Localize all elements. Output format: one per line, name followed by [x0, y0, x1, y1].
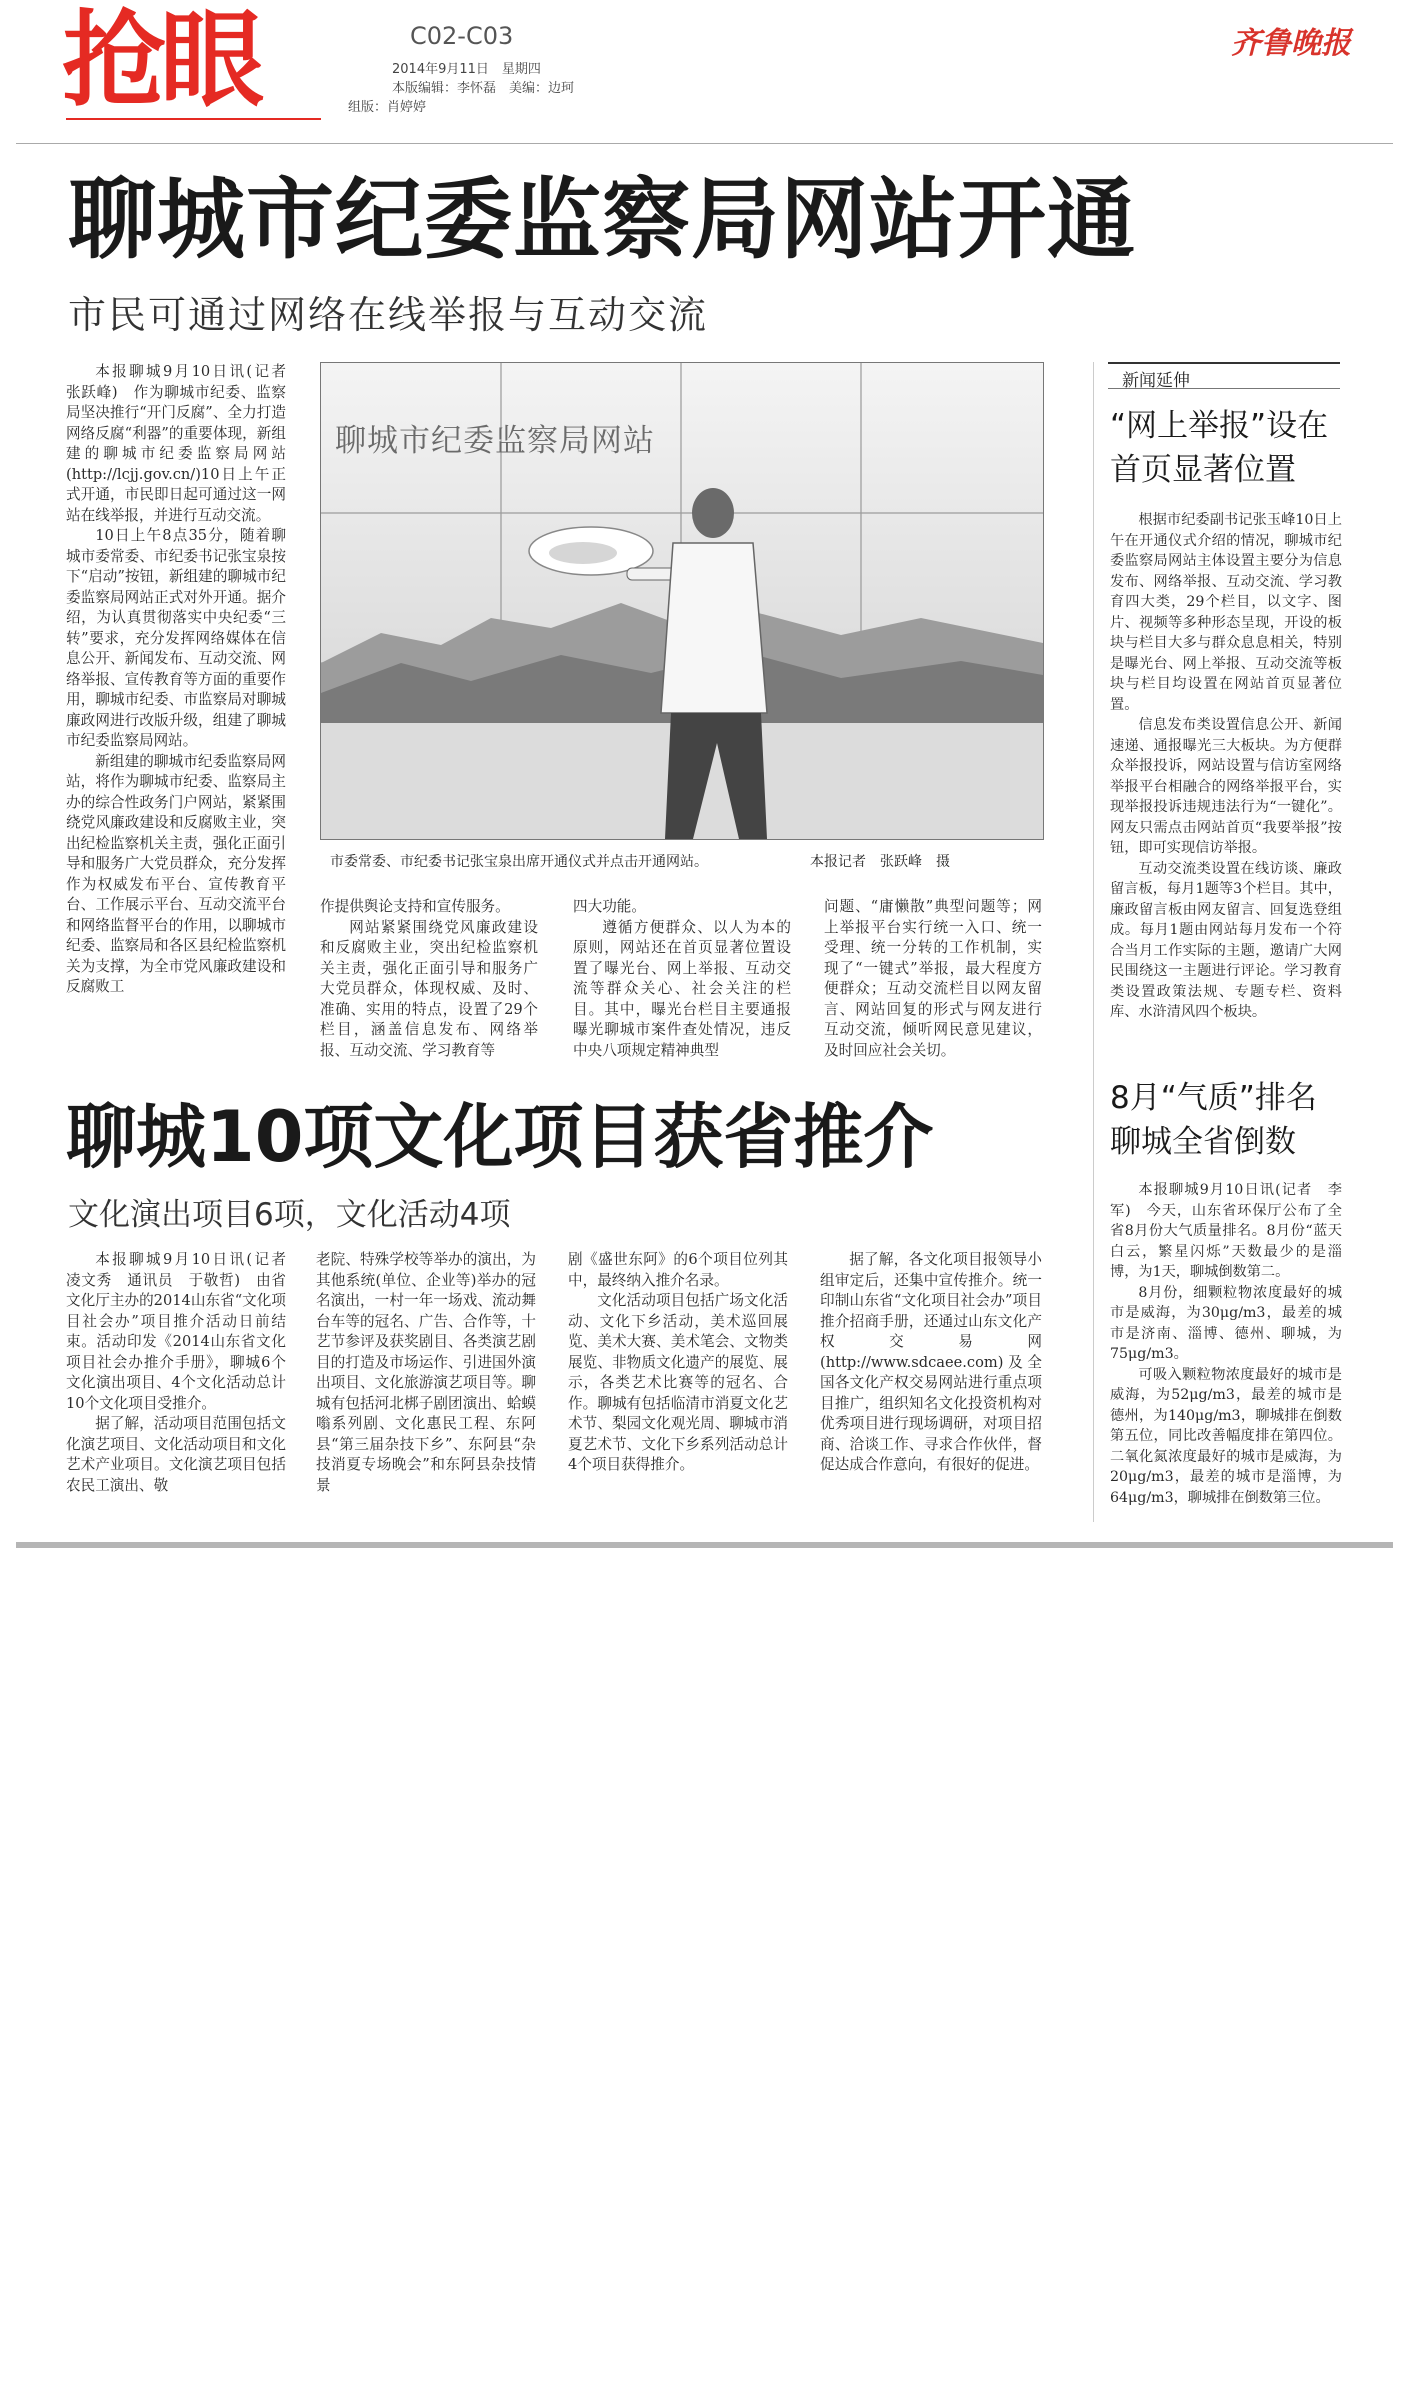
article2-column-1: [66, 1250, 301, 1530]
ceremony-photo: [320, 362, 1044, 840]
header-rule: [16, 143, 1393, 144]
sidebar-story2-headline-line1: 8月“气质”排名: [1110, 1080, 1317, 1116]
article1-col2-para-1: 作提供舆论支持和宣传服务。: [320, 898, 510, 915]
article2-col1-para-2: 据了解，活动项目范围包括文化演艺项目、文化活动项目和文化艺术产业项目。文化演艺项目包括农民工演出、敬: [66, 1415, 286, 1494]
layout-credit: 组版：肖婷婷: [348, 100, 427, 115]
sidebar-divider: [1093, 362, 1094, 1522]
article2-col1-para-1: 本报聊城9月10日讯(记者 凌文秀 通讯员 于敬哲) 由省文化厅主办的2014山东省“文化项目社会办”项目推介活动日前结束。活动印发《2014山东省文化项目社会办推介手册》，聊城6个文化演出项目、4个文化活动总计10个文化项目受推介。: [66, 1251, 301, 1412]
article1-col4-para-1: 问题、“庸懒散”典型问题等；网上举报平台实行统一入口、统一受理、统一分转的工作机制，实现了“一键式”举报，最大程度方便群众；互动交流栏目以网友留言、网站回复的形式与网友进行互动交流，倾听网民意见建议，及时回应社会关切。: [824, 898, 1042, 1059]
article2-headline: 聊城10项文化项目获省推介: [66, 1096, 934, 1178]
editor-credit: 本版编辑：李怀磊 美编：边珂: [392, 81, 575, 96]
article1-column-2: [320, 897, 538, 1074]
article2-subheadline: 文化演出项目6项，文化活动4项: [68, 1197, 511, 1233]
article1-col1-para-2: 10日上午8点35分，随着聊城市委常委、市纪委书记张宝泉按下“启动”按钮，新组建的聊城市纪委监察局网站正式对外开通。据介绍，为认真贯彻落实中央纪委“三转”要求，充分发挥网络媒体在信息公开、新闻发布、互动交流、网络举报、宣传教育等方面的重要作用，聊城市纪委、市监察局对聊城廉政网进行改版升级，组建了聊城市纪委监察局网站。: [66, 527, 286, 749]
article1-column-3: [573, 897, 791, 1074]
photo-caption: [330, 851, 1050, 871]
section-masthead: 抢眼: [62, 0, 259, 121]
sidebar-tag: [1108, 362, 1340, 389]
sidebar-story1-headline-line1: “网上举报”设在: [1110, 408, 1329, 444]
article2-col4-para-1: 据了解，各文化项目报领导小组审定后，还集中宣传推介。统一印制山东省“文化项目社会办”项目推介招商手册，还通过山东文化产权交易网(http://www.sdcaee.com)及全国各文化产权交易网站进行重点项目推广，组织知名文化投资机构对优秀项目进行现场调研，对项目招商、洽谈工作、寻求合作伙伴，督促达成合作意向，有很好的促进。: [820, 1251, 1042, 1473]
article1-column-1: [66, 362, 301, 1074]
issue-date: 2014年9月11日 星期四: [392, 62, 541, 77]
sidebar-story2-para-1: 本报聊城9月10日讯(记者 李军) 今天，山东省环保厅公布了全省8月份大气质量排名。8月份“蓝天白云，繁星闪烁”天数最少的是淄博，为1天，聊城倒数第二。: [1110, 1182, 1342, 1280]
article1-col1-para-3: 新组建的聊城市纪委监察局网站，将作为聊城市纪委、监察局主办的综合性政务门户网站，紧紧围绕党风廉政建设和反腐败主业，突出纪检监察机关主责，强化正面引导和服务广大党员群众，充分发挥作为权威发布平台、宣传教育平台、工作展示平台、互动交流平台和网络监督平台的作用，以聊城市纪委、监察局和各区县纪检监察机关为支撑，为全市党风廉政建设和反腐败工: [66, 752, 286, 995]
article1-col3-para-1: 四大功能。: [573, 898, 646, 915]
sidebar-story1-headline-line2: 首页显著位置: [1110, 452, 1296, 488]
article2-column-3: [568, 1250, 788, 1530]
article1-subheadline: 市民可通过网络在线举报与互动交流: [68, 293, 709, 337]
article2-col3-para-1: 剧《盛世东阿》的6个项目位列其中，最终纳入推介名录。: [568, 1251, 788, 1289]
sidebar-story1-para-3: 互动交流类设置在线访谈、廉政留言板，每月1题等3个栏目。其中，廉政留言板由网友留言、回复选登组成。每月1题由网站每月发布一个符合当月工作实际的主题，邀请广大网民围绕这一主题进行评论。学习教育类设置政策法规、专题专栏、资料库、水浒清风四个板块。: [1110, 860, 1342, 1020]
article1-headline: 聊城市纪委监察局网站开通: [68, 168, 1137, 271]
sidebar-story2-headline-line2: 聊城全省倒数: [1110, 1124, 1296, 1160]
sidebar-story1-para-1: 根据市纪委副书记张玉峰10日上午在开通仪式介绍的情况，聊城市纪委监察局网站主体设置主要分为信息发布、网络举报、互动交流、学习教育四大类，29个栏目，以文字、图片、视频等多种形态呈现，开设的板块与栏目大多与群众息息相关，特别是曝光台、网上举报、互动交流等板块与栏目均设置在网站首页显著位置。: [1110, 512, 1342, 713]
article1-col3-para-2: 遵循方便群众、以人为本的原则，网站还在首页显著位置设置了曝光台、网上举报、互动交流等群众关心、社会关注的栏目。其中，曝光台栏目主要通报曝光聊城市案件查处情况，违反中央八项规定精神典型: [573, 918, 791, 1059]
sidebar-story2-body: [1110, 1180, 1342, 1530]
article1-col1-para-1: 本报聊城9月10日讯(记者 张跃峰) 作为聊城市纪委、监察局坚决推行“开门反腐”、全力打造网络反腐“利器”的重要体现，新组建的聊城市纪委监察局网站(http://lcjj.gov.cn/)10日上午正式开通，市民即日起可通过这一网站在线举报，并进行互动交流。: [66, 363, 301, 524]
photo-credit: 本报记者 张跃峰 摄: [810, 854, 950, 870]
article2-column-2: [316, 1250, 536, 1530]
article1-column-4: [824, 897, 1042, 1074]
page-bottom-rule: [16, 1542, 1393, 1548]
sidebar-story2-headline: [1110, 1076, 1317, 1164]
sidebar-story1-para-2: 信息发布类设置信息公开、新闻速递、通报曝光三大板块。为方便群众举报投诉，网站设置与信访室网络举报平台相融合的网络举报平台，实现举报投诉违规违法行为“一键化”。网友只需点击网站首页“我要举报”按钮，即可实现信访举报。: [1110, 717, 1342, 856]
masthead-rule: [66, 118, 321, 120]
page-numbers: C02-C03: [410, 22, 514, 50]
sidebar-story1-headline: [1110, 404, 1328, 492]
article2-column-4: [820, 1250, 1042, 1530]
sidebar-story2-para-3: 可吸入颗粒物浓度最好的城市是威海，为52μg/m3，最差的城市是德州，为140μg/m3，聊城排在倒数第五位，同比改善幅度排在第四位。二氧化氮浓度最好的城市是威海，为20μg/m3，最差的城市是淄博，为64μg/m3，聊城排在倒数第三位。: [1110, 1366, 1342, 1506]
article2-col2-para-1: 老院、特殊学校等举办的演出，为其他系统(单位、企业等)举办的冠名演出，一村一年一场戏、流动舞台车等的冠名、广告、合作等，十艺节参评及获奖剧目、各类演艺剧目的打造及市场运作、引进国外演出项目、文化旅游演艺项目等。聊城有包括河北梆子剧团演出、蛤蟆嗡系列剧、文化惠民工程、东阿县“第三届杂技下乡”、东阿县“杂技消夏专场晚会”和东阿县杂技情景: [316, 1251, 536, 1494]
article1-col2-para-2: 网站紧紧围绕党风廉政建设和反腐败主业，突出纪检监察机关主责，强化正面引导和服务广大党员群众，体现权威、及时、准确、实用的特点，设置了29个栏目，涵盖信息发布、网络举报、互动交流、学习教育等: [320, 918, 538, 1059]
photo-banner-text: 聊城市纪委监察局网站: [335, 423, 655, 459]
article2-col3-para-2: 文化活动项目包括广场文化活动、文化下乡活动，美术巡回展览、美术大赛、美术笔会、文物类展览、非物质文化遗产的展览、展示，各类艺术比赛等的冠名、合作。聊城有包括临清市消夏文化艺术节、梨园文化观光周、聊城市消夏艺术节、文化下乡系列活动总计4个项目获得推介。: [568, 1292, 788, 1473]
sidebar-story2-para-2: 8月份，细颗粒物浓度最好的城市是威海，为30μg/m3，最差的城市是济南、淄博、德州、聊城，为75μg/m3。: [1110, 1284, 1342, 1362]
sidebar-story1-body: [1110, 510, 1342, 1070]
sidebar-tag-label: 新闻延伸: [1122, 371, 1190, 391]
photo-caption-text: 市委常委、市纪委书记张宝泉出席开通仪式并点击开通网站。: [330, 854, 708, 870]
newspaper-logo: 齐鲁晚报: [1231, 26, 1351, 61]
